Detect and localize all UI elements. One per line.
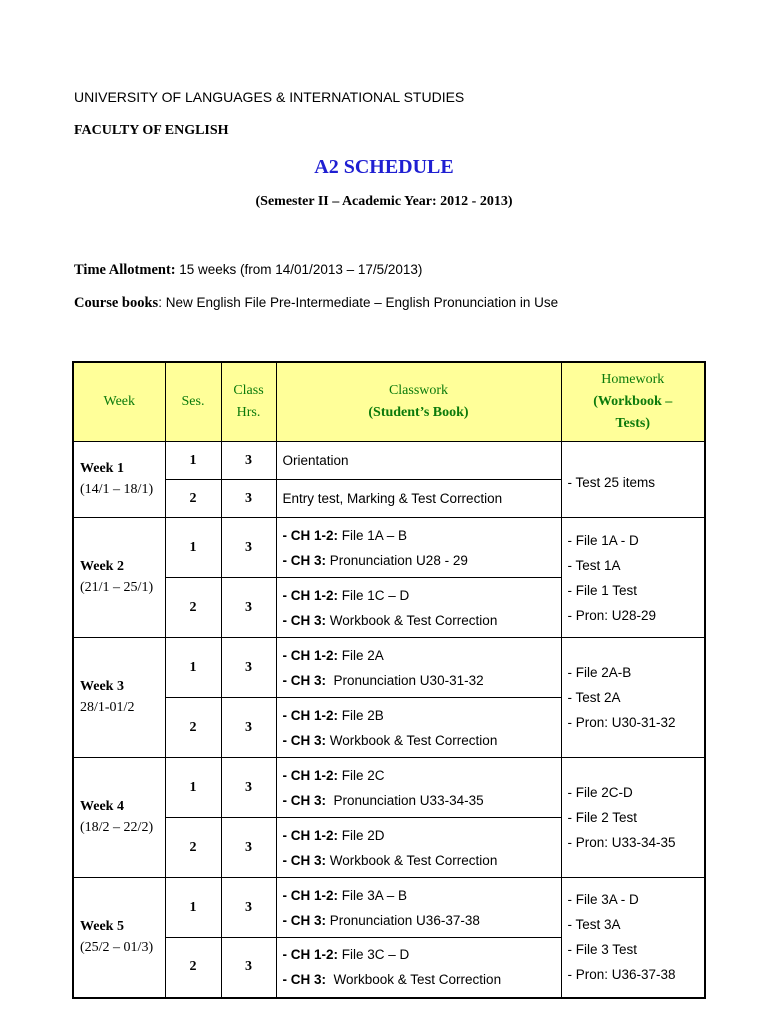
classwork-text: Pronunciation U30-31-32	[326, 672, 484, 688]
chapter-label: - CH 1-2:	[282, 887, 339, 903]
schedule-subtitle: (Semester II – Academic Year: 2012 - 2013)	[255, 194, 513, 209]
header-class-hours	[221, 362, 276, 442]
classwork-cell	[276, 578, 561, 638]
classwork-item	[283, 883, 555, 908]
classwork-item	[283, 823, 555, 848]
week-name: Week 5	[80, 918, 124, 934]
table-row	[73, 638, 705, 698]
classwork-item	[283, 942, 555, 967]
chapter-label: - CH 3:	[282, 552, 326, 568]
header-classwork-line1: Classwork	[388, 383, 449, 398]
chapter-label: - CH 3:	[282, 612, 326, 628]
course-books-label: Course books	[74, 295, 159, 311]
week-cell	[73, 518, 165, 638]
homework-item: - Pron: U30-31-32	[567, 715, 676, 730]
class-hours: 3	[221, 938, 276, 998]
header-classwork	[276, 362, 561, 442]
table-row	[73, 878, 705, 938]
week-name: Week 2	[80, 559, 124, 574]
class-hours: 3	[221, 758, 276, 818]
header-homework-line2: (Workbook –	[593, 394, 673, 409]
week-cell	[73, 442, 165, 518]
classwork-item	[283, 583, 555, 608]
header-class-line1: Class	[233, 383, 264, 398]
classwork-item	[283, 763, 555, 788]
classwork-item	[283, 523, 555, 548]
classwork-text: File 2D	[338, 827, 385, 843]
session-number: 2	[165, 938, 221, 998]
homework-item: - File 1A - D	[567, 532, 639, 548]
chapter-label: - CH 3:	[282, 852, 326, 868]
homework-cell	[561, 638, 705, 758]
header-session: Ses.	[165, 362, 221, 442]
classwork-cell	[276, 938, 561, 998]
homework-cell	[561, 758, 705, 878]
chapter-label: - CH 1-2:	[282, 947, 339, 963]
faculty-name: FACULTY OF ENGLISH	[74, 123, 229, 138]
session-number: 2	[165, 578, 221, 638]
session-number: 2	[165, 818, 221, 878]
schedule-table	[72, 361, 706, 999]
classwork-text: File 3A – B	[338, 887, 408, 903]
session-number: 1	[165, 518, 221, 578]
homework-item: - Test 3A	[567, 917, 621, 933]
classwork-text: Workbook & Test Correction	[326, 612, 498, 628]
chapter-label: - CH 3:	[282, 732, 326, 748]
classwork-cell	[276, 518, 561, 578]
classwork-item	[283, 908, 555, 933]
classwork-cell	[276, 878, 561, 938]
schedule-body	[73, 442, 705, 998]
class-hours: 3	[221, 698, 276, 758]
classwork-text: Workbook & Test Correction	[326, 972, 502, 988]
classwork-text: Pronunciation U33-34-35	[326, 792, 484, 808]
homework-item: - File 3A - D	[567, 892, 639, 908]
week-name: Week 1	[80, 461, 124, 476]
classwork-text: File 2B	[338, 707, 384, 723]
chapter-label: - CH 3:	[282, 912, 326, 928]
chapter-label: - CH 1-2:	[282, 767, 339, 783]
homework-item: - Pron: U28-29	[567, 607, 657, 623]
homework-item: - File 2C-D	[567, 785, 633, 800]
classwork-cell	[276, 818, 561, 878]
week-dates: (25/2 – 01/3)	[80, 939, 154, 955]
homework-item: - Pron: U36-37-38	[567, 967, 676, 983]
homework-item: - Pron: U33-34-35	[567, 835, 676, 850]
class-hours: 3	[221, 578, 276, 638]
class-hours: 3	[221, 638, 276, 698]
classwork-item	[283, 848, 555, 873]
classwork-cell	[276, 698, 561, 758]
classwork-text: File 1C – D	[338, 587, 410, 603]
week-cell	[73, 758, 165, 878]
header-homework	[561, 362, 705, 442]
week-dates: (21/1 – 25/1)	[80, 580, 154, 595]
classwork-text: Workbook & Test Correction	[326, 852, 498, 868]
chapter-label: - CH 3:	[282, 672, 326, 688]
classwork-text: Pronunciation U36-37-38	[326, 912, 480, 928]
homework-item: - Test 25 items	[567, 475, 656, 490]
homework-item: - Test 2A	[567, 690, 621, 705]
classwork-text: File 2A	[338, 647, 384, 663]
session-number: 1	[165, 442, 221, 480]
homework-cell	[561, 878, 705, 998]
week-cell	[73, 878, 165, 998]
classwork-item	[283, 668, 555, 693]
week-name: Week 4	[80, 799, 124, 814]
header-homework-line1: Homework	[601, 372, 665, 387]
classwork-cell	[276, 442, 561, 480]
classwork-item	[283, 448, 555, 473]
session-number: 1	[165, 758, 221, 818]
session-number: 1	[165, 878, 221, 938]
course-books	[74, 295, 558, 312]
classwork-text: Workbook & Test Correction	[326, 732, 498, 748]
classwork-text: Orientation	[282, 453, 349, 468]
session-number: 2	[165, 480, 221, 518]
classwork-item	[283, 608, 555, 633]
classwork-text: Entry test, Marking & Test Correction	[282, 491, 503, 506]
classwork-text: File 1A – B	[338, 527, 408, 543]
homework-item: - File 3 Test	[567, 942, 638, 958]
homework-item: - File 2A-B	[567, 665, 632, 680]
table-header-row	[73, 362, 705, 442]
chapter-label: - CH 1-2:	[282, 827, 339, 843]
university-name: UNIVERSITY OF LANGUAGES & INTERNATIONAL STUDIES	[74, 89, 465, 105]
classwork-cell	[276, 638, 561, 698]
chapter-label: - CH 3:	[282, 792, 326, 808]
course-books-value: : New English File Pre-Intermediate – English Pronunciation in Use	[158, 295, 559, 310]
header-class-line2: Hrs.	[236, 405, 261, 420]
class-hours: 3	[221, 442, 276, 480]
week-name: Week 3	[80, 679, 124, 694]
time-allotment-label: Time Allotment:	[74, 262, 176, 278]
classwork-text: File 3C – D	[338, 947, 410, 963]
week-dates: (14/1 – 18/1)	[80, 482, 154, 497]
table-row	[73, 442, 705, 480]
week-dates: 28/1-01/2	[80, 700, 135, 715]
week-cell	[73, 638, 165, 758]
homework-item: - File 2 Test	[567, 810, 638, 825]
class-hours: 3	[221, 518, 276, 578]
header-homework-line3: Tests)	[615, 416, 650, 431]
classwork-item	[283, 643, 555, 668]
classwork-item	[283, 728, 555, 753]
homework-cell	[561, 442, 705, 518]
time-allotment	[74, 262, 422, 279]
classwork-item	[283, 486, 555, 511]
schedule-title: A2 SCHEDULE	[314, 156, 454, 178]
homework-cell	[561, 518, 705, 638]
time-allotment-value: 15 weeks (from 14/01/2013 – 17/5/2013)	[179, 262, 423, 277]
classwork-item	[283, 967, 555, 992]
chapter-label: - CH 1-2:	[282, 527, 339, 543]
classwork-cell	[276, 758, 561, 818]
class-hours: 3	[221, 818, 276, 878]
table-row	[73, 758, 705, 818]
classwork-item	[283, 703, 555, 728]
session-number: 2	[165, 698, 221, 758]
chapter-label: - CH 1-2:	[282, 707, 339, 723]
table-row	[73, 518, 705, 578]
chapter-label: - CH 1-2:	[282, 587, 339, 603]
homework-item: - File 1 Test	[567, 582, 638, 598]
class-hours: 3	[221, 480, 276, 518]
classwork-item	[283, 548, 555, 573]
classwork-cell	[276, 480, 561, 518]
chapter-label: - CH 3:	[282, 972, 326, 988]
class-hours: 3	[221, 878, 276, 938]
classwork-item	[283, 788, 555, 813]
homework-item: - Test 1A	[567, 557, 621, 573]
classwork-text: Pronunciation U28 - 29	[326, 552, 468, 568]
header-week: Week	[73, 362, 165, 442]
classwork-text: File 2C	[338, 767, 385, 783]
week-dates: (18/2 – 22/2)	[80, 820, 154, 835]
header-classwork-line2: (Student’s Book)	[368, 405, 469, 420]
session-number: 1	[165, 638, 221, 698]
chapter-label: - CH 1-2:	[282, 647, 339, 663]
